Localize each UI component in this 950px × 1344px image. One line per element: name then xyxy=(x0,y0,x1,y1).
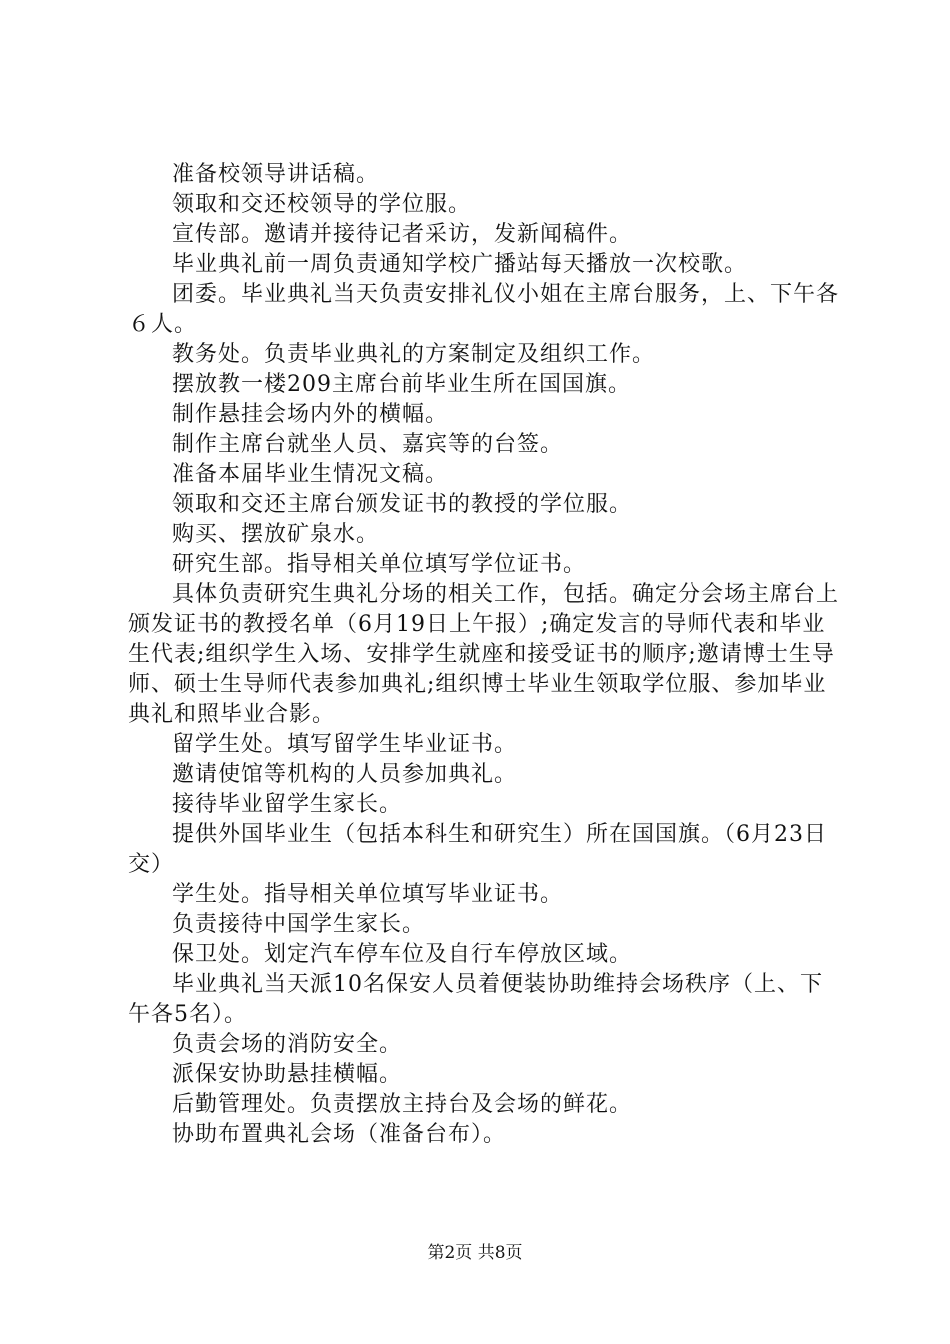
paragraph: 研究生部。指导相关单位填写学位证书。 xyxy=(172,552,587,577)
paragraph: 留学生处。填写留学生毕业证书。 xyxy=(172,732,518,757)
paragraph: 准备本届毕业生情况文稿。 xyxy=(172,462,449,487)
page-footer xyxy=(0,1242,950,1264)
paragraph: 后勤管理处。负责摆放主持台及会场的鲜花。 xyxy=(172,1092,633,1117)
paragraph: 具体负责研究生典礼分场的相关工作，包括。确定分会场主席台上颁发证书的教授名单（6月19日上午报）;确定发言的导师代表和毕业生代表;组织学生入场、安排学生就座和接受证书的顺序;邀请博士生导师、硕士生导师代表参加典礼;组织博士毕业生领取学位服、参加毕业典礼和照毕业合影。 xyxy=(128,582,840,727)
paragraph: 领取和交还校领导的学位服。 xyxy=(172,192,472,217)
paragraph: 学生处。指导相关单位填写毕业证书。 xyxy=(172,882,564,907)
paragraph: 准备校领导讲话稿。 xyxy=(172,162,380,187)
paragraph: 负责接待中国学生家长。 xyxy=(172,912,426,937)
paragraph: 宣传部。邀请并接待记者采访，发新闻稿件。 xyxy=(172,222,633,247)
paragraph: 负责会场的消防安全。 xyxy=(172,1032,403,1057)
paragraph: 教务处。负责毕业典礼的方案制定及组织工作。 xyxy=(172,342,656,367)
paragraph: 制作主席台就坐人员、嘉宾等的台签。 xyxy=(172,432,564,457)
paragraph: 毕业典礼当天派10名保安人员着便装协助维持会场秩序（上、下午各5名）。 xyxy=(128,972,823,1027)
paragraph: 邀请使馆等机构的人员参加典礼。 xyxy=(172,762,518,787)
paragraph: 提供外国毕业生（包括本科生和研究生）所在国国旗。（6月23日交） xyxy=(128,822,827,877)
paragraph: 毕业典礼前一周负责通知学校广播站每天播放一次校歌。 xyxy=(172,252,748,277)
paragraph: 领取和交还主席台颁发证书的教授的学位服。 xyxy=(172,492,633,517)
paragraph: 购买、摆放矿泉水。 xyxy=(172,522,380,547)
paragraph: 保卫处。划定汽车停车位及自行车停放区域。 xyxy=(172,942,633,967)
paragraph: 制作悬挂会场内外的横幅。 xyxy=(172,402,449,427)
paragraph: 团委。毕业典礼当天负责安排礼仪小姐在主席台服务，上、下午各６人。 xyxy=(128,282,840,337)
paragraph: 派保安协助悬挂横幅。 xyxy=(172,1062,403,1087)
paragraph: 协助布置典礼会场（准备台布）。 xyxy=(172,1122,507,1147)
paragraph: 摆放教一楼209主席台前毕业生所在国国旗。 xyxy=(172,372,631,397)
document-body xyxy=(128,160,840,1150)
page-number: 第2页 共8页 xyxy=(427,1243,523,1263)
paragraph: 接待毕业留学生家长。 xyxy=(172,792,403,817)
